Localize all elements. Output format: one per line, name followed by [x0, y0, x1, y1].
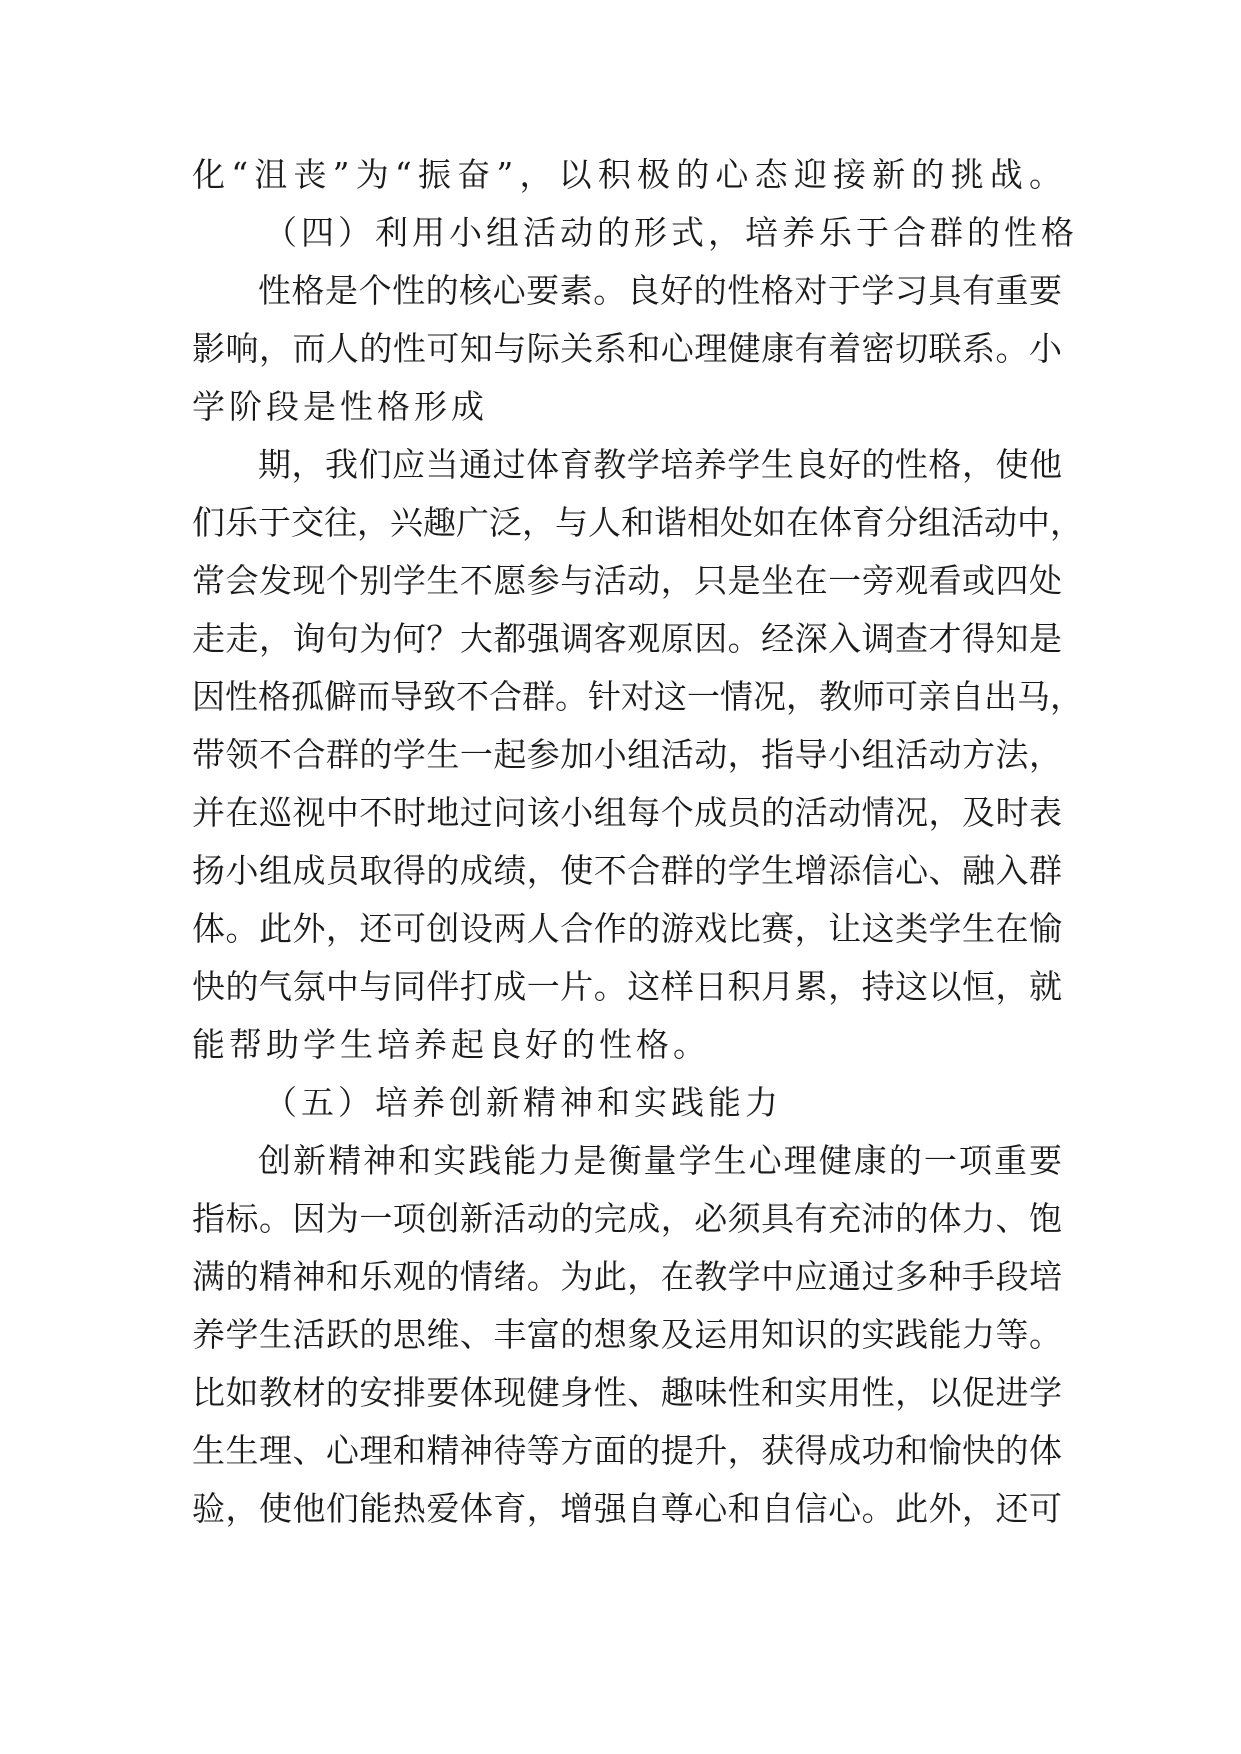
text-line: 养学生活跃的思维、丰富的想象及运用知识的实践能力等。	[192, 1315, 1062, 1354]
text-line: 创新精神和实践能力是衡量学生心理健康的一项重要	[258, 1141, 1062, 1180]
section-heading: （四）利用小组活动的形式，培养乐于合群的性格	[264, 213, 1078, 252]
section-heading: （五）培养创新精神和实践能力	[264, 1083, 782, 1122]
text-line: 满的精神和乐观的情绪。为此，在教学中应通过多种手段培	[192, 1257, 1062, 1296]
text-line: 走走，询句为何？大都强调客观原因。经深入调查才得知是	[192, 619, 1062, 658]
text-line: 验，使他们能热爱体育，增强自尊心和自信心。此外，还可	[192, 1489, 1062, 1528]
text-line: 生生理、心理和精神待等方面的提升，获得成功和愉快的体	[192, 1431, 1062, 1470]
document-page	[192, 146, 1083, 1538]
text-line: 性格是个性的核心要素。良好的性格对于学习具有重要	[258, 271, 1062, 310]
text-line: 比如教材的安排要体现健身性、趣味性和实用性，以促进学	[192, 1373, 1062, 1412]
text-line: 并在巡视中不时地过问该小组每个成员的活动情况，及时表	[192, 793, 1062, 832]
text-line: 们乐于交往，兴趣广泛，与人和谐相处如在体育分组活动中，	[192, 503, 1083, 542]
text-line: 学阶段是性格形成	[192, 387, 488, 426]
text-line: 期，我们应当通过体育教学培养学生良好的性格，使他	[258, 445, 1062, 484]
text-line: 化“沮丧”为“振奋”，以积极的心态迎接新的挑战。	[192, 155, 1062, 194]
text-line: 体。此外，还可创设两人合作的游戏比赛，让这类学生在愉	[192, 909, 1062, 948]
text-line: 影响，而人的性可知与际关系和心理健康有着密切联系。小	[192, 329, 1062, 368]
text-line: 能帮助学生培养起良好的性格。	[192, 1025, 710, 1064]
text-line: 扬小组成员取得的成绩，使不合群的学生增添信心、融入群	[192, 851, 1062, 890]
text-line: 指标。因为一项创新活动的完成，必须具有充沛的体力、饱	[192, 1199, 1062, 1238]
text-line: 快的气氛中与同伴打成一片。这样日积月累，持这以恒，就	[192, 967, 1062, 1006]
text-line: 因性格孤僻而导致不合群。针对这一情况，教师可亲自出马，	[192, 677, 1083, 716]
text-line: 常会发现个别学生不愿参与活动，只是坐在一旁观看或四处	[192, 561, 1062, 600]
text-line: 带领不合群的学生一起参加小组活动，指导小组活动方法，	[192, 735, 1062, 774]
